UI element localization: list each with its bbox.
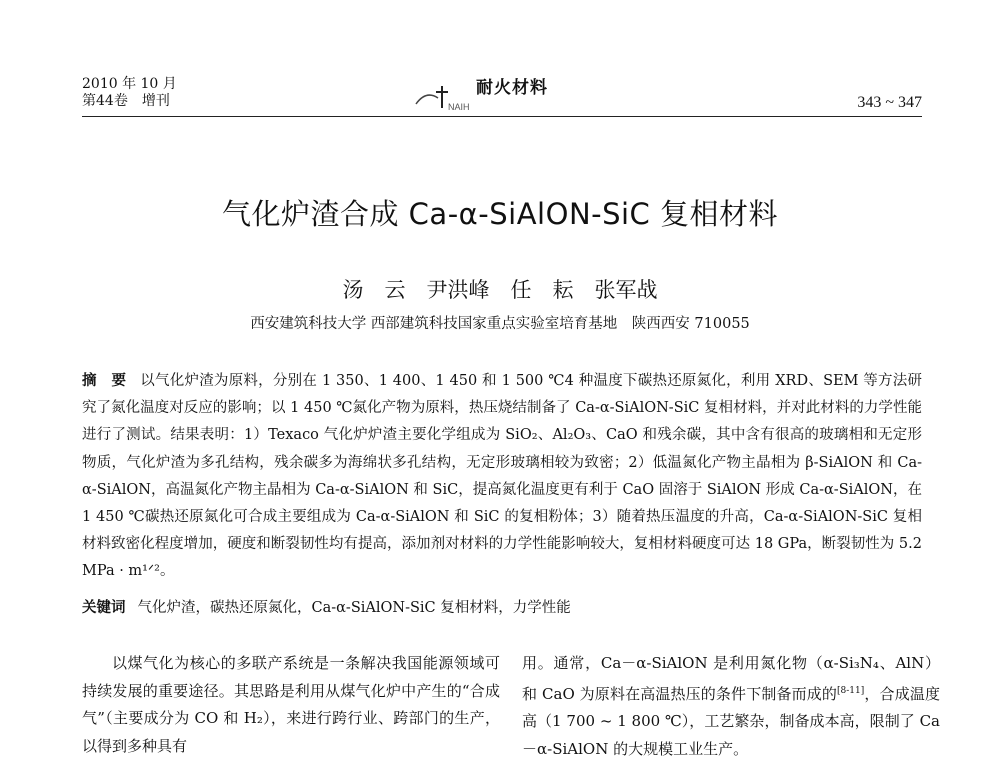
page-range: 343 ~ 347: [857, 94, 922, 111]
author-list: 汤 云 尹洪峰 任 耘 张军战: [342, 278, 658, 302]
issue-date: 2010 年 10 月: [82, 76, 177, 92]
body-column-left: 以煤气化为核心的多联产系统是一条解决我国能源领域可持续发展的重要途径。其思路是利用从煤气化炉中产生的“合成气”（主要成分为 CO 和 H₂），来进行跨行业、跨部门的生产，以得到多种具有: [82, 654, 500, 755]
paper-title: 气化炉渣合成 Ca-α-SiAlON-SiC 复相材料: [221, 197, 779, 231]
page-header: [82, 76, 922, 117]
journal-logo-mark: [412, 80, 472, 112]
abstract-text: 以气化炉渣为原料，分别在 1 350、1 400、1 450 和 1 500 ℃4 种温度下碳热还原氮化，利用 XRD、SEM 等方法研究了氮化温度对反应的影响；以 1 450 ℃氮化产物为原料，热压烧结制备了 Ca-α-SiAlON-SiC 复相材料，并对此材料的力学性能进行了测试。结果表明：1）Texaco 气化炉炉渣主要化学组成为 SiO₂、Al₂O₃、CaO 和残余碳，其中含有很高的玻璃相和无定形物质，气化炉渣为多孔结构，残余碳多为海绵状多孔结构，无定形玻璃相较为致密；2）低温氮化产物主晶相为 β-SiAlON 和 Ca-α-SiAlON，高温氮化产物主晶相为 Ca-α-SiAlON 和 SiC，提高氮化温度更有利于 CaO 固溶于 SiAlON 形成 Ca-α-SiAlON，在 1 450 ℃碳热还原氮化可合成主要组成为 Ca-α-SiAlON 和 SiC 的复相粉体；3）随着热压温度的升高，Ca-α-SiAlON-SiC 复相材料致密化程度增加，硬度和断裂韧性均有提高，添加剂对材料的力学性能影响较大，复相材料硬度可达 18 GPa，断裂韧性为 5.2 MPa · m¹ᐟ²。: [82, 373, 923, 580]
abstract-label: 摘 要: [82, 373, 127, 389]
abstract-block: [82, 368, 922, 586]
issue-volume: 第44卷 增刊: [82, 93, 170, 109]
journal-name: 耐火材料: [476, 78, 548, 98]
citation-ref[interactable]: [8-11]: [837, 685, 865, 696]
body-right-text-1: 用。通常，Ca－α-SiAlON 是利用氮化物（α-Si₃N₄、AlN）和 CaO 为原料在高温热压的条件下制备而成的: [522, 654, 940, 703]
body-column-right: [522, 650, 940, 763]
keywords-label: 关键词: [82, 600, 126, 616]
affiliation: 西安建筑科技大学 西部建筑科技国家重点实验室培育基地 陕西西安 710055: [250, 316, 750, 332]
keywords-block: [82, 595, 922, 622]
keywords-text: 气化炉渣，碳热还原氮化，Ca-α-SiAlON-SiC 复相材料，力学性能: [137, 600, 571, 616]
journal-latin: NAIH: [448, 102, 470, 112]
issue-info: [82, 76, 177, 110]
body-right-text-2: ，合成温度高（1 700 ~ 1 800 ℃），工艺繁杂，制备成本高，限制了 Ca－α-SiAlON 的大规模工业生产。: [522, 684, 940, 758]
journal-logo: [412, 76, 592, 112]
